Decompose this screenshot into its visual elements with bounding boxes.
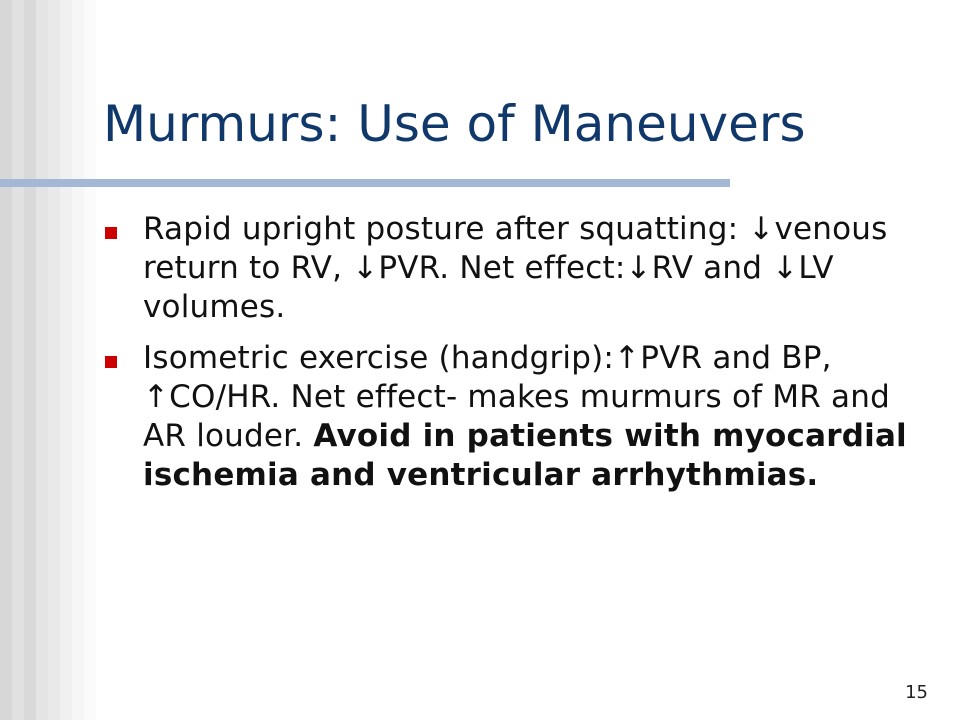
square-bullet-icon [105, 227, 117, 239]
bullet-2-emphasis: Avoid in patients with myocardial ischemia and ventricular arrhythmias. [143, 418, 907, 493]
bullet-1-part-5: ↓LV volumes. [143, 250, 834, 325]
bullet-1-part-2: ↓venous return to RV, [143, 211, 888, 286]
bullet-item-2 [105, 339, 925, 495]
bullet-2-part-2: ↑PVR and BP, [614, 340, 832, 376]
bullet-item-1 [105, 210, 925, 327]
bullet-2-part-1: Isometric exercise (handgrip): [143, 340, 615, 376]
square-bullet-icon [105, 356, 117, 368]
bullet-text-2 [143, 339, 925, 495]
bullet-2-part-3: ↑CO/HR. Net effect- makes murmurs of MR and AR louder. [143, 379, 890, 454]
page-number: 15 [905, 682, 928, 703]
bullet-1-part-3: ↓PVR. Net effect: [352, 250, 626, 286]
slide-title: Murmurs: Use of Maneuvers [103, 95, 806, 153]
bullet-1-part-1: Rapid upright posture after squatting: [143, 211, 749, 247]
decorative-side-stripes [0, 0, 96, 720]
bullet-list [105, 210, 925, 507]
bullet-1-part-4: ↓RV and [625, 250, 773, 286]
bullet-text-1 [143, 210, 925, 327]
title-underline-rule [0, 179, 730, 187]
